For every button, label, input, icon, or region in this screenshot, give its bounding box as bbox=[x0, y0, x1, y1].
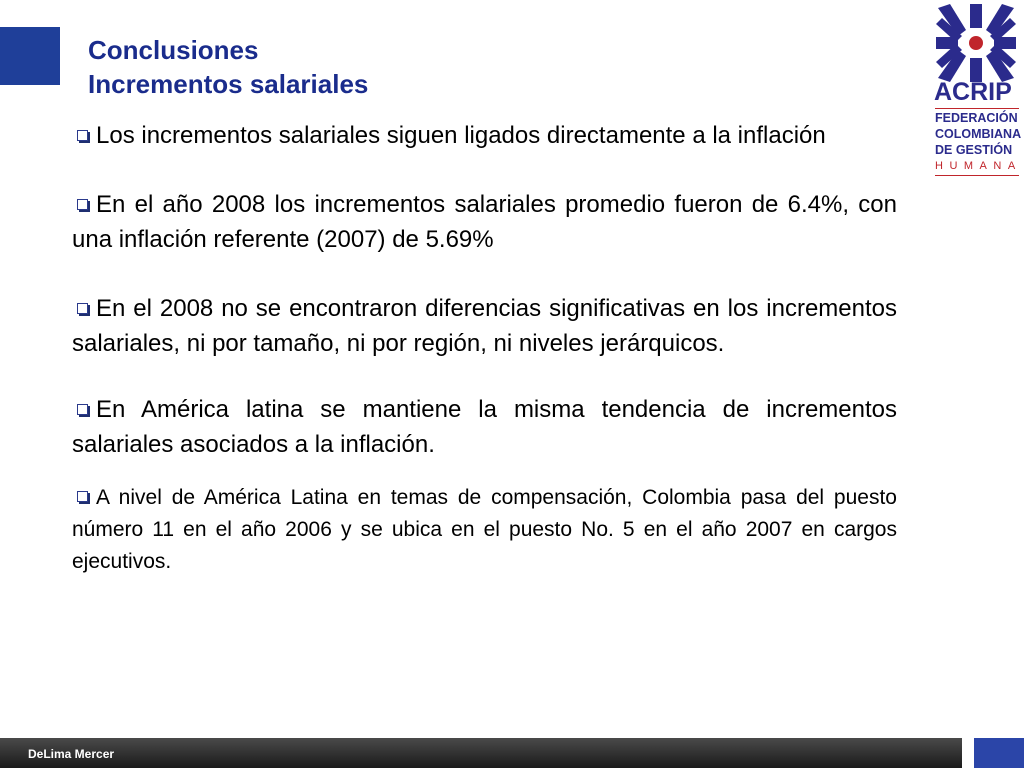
logo-line-4: HUMANA bbox=[935, 160, 1022, 172]
hollow-square-bullet-icon bbox=[77, 404, 88, 415]
header-accent-square bbox=[0, 27, 60, 85]
hollow-square-bullet-icon bbox=[77, 491, 88, 502]
list-item bbox=[72, 392, 897, 462]
page-title-line-2: Incrementos salariales bbox=[88, 69, 369, 99]
list-item-text: En el año 2008 los incrementos salariales promedio fueron de 6.4%, con una inflación referente (2007) de 5.69% bbox=[72, 191, 897, 253]
footer-brand: DeLima Mercer bbox=[28, 747, 115, 761]
list-item-text: En el 2008 no se encontraron diferencias significativas en los incrementos salariales, ni por tamaño, ni por región, ni niveles jerárquicos. bbox=[72, 295, 897, 357]
logo-line-2: COLOMBIANA bbox=[935, 127, 1022, 141]
list-item-text: A nivel de América Latina en temas de compensación, Colombia pasa del puesto número 11 en el año 2006 y se ubica en el puesto No. 5 en el año 2007 en cargos ejecutivos. bbox=[72, 486, 897, 573]
list-item bbox=[72, 482, 897, 578]
logo-divider-bottom bbox=[935, 175, 1019, 176]
page-title bbox=[88, 33, 368, 101]
logo-wordmark: ACRIP bbox=[934, 78, 1012, 106]
footer-bar bbox=[0, 738, 962, 768]
logo-subtitle bbox=[935, 110, 1022, 174]
list-item bbox=[72, 187, 897, 257]
list-item bbox=[72, 291, 897, 361]
list-item-text: Los incrementos salariales siguen ligados directamente a la inflación bbox=[96, 122, 826, 149]
list-item bbox=[72, 118, 897, 153]
hollow-square-bullet-icon bbox=[77, 199, 88, 210]
list-item-text: En América latina se mantiene la misma tendencia de incrementos salariales asociados a la inflación. bbox=[72, 396, 897, 458]
logo-divider bbox=[935, 108, 1019, 109]
footer-accent-square bbox=[974, 738, 1024, 768]
acrip-logo-mark-icon bbox=[936, 4, 1016, 82]
acrip-logo bbox=[932, 4, 1022, 176]
hollow-square-bullet-icon bbox=[77, 130, 88, 141]
logo-line-1: FEDERACIÓN bbox=[935, 111, 1018, 125]
bullet-list bbox=[72, 118, 897, 578]
page-title-line-1: Conclusiones bbox=[88, 35, 259, 65]
logo-line-3: DE GESTIÓN bbox=[935, 143, 1013, 157]
hollow-square-bullet-icon bbox=[77, 303, 88, 314]
